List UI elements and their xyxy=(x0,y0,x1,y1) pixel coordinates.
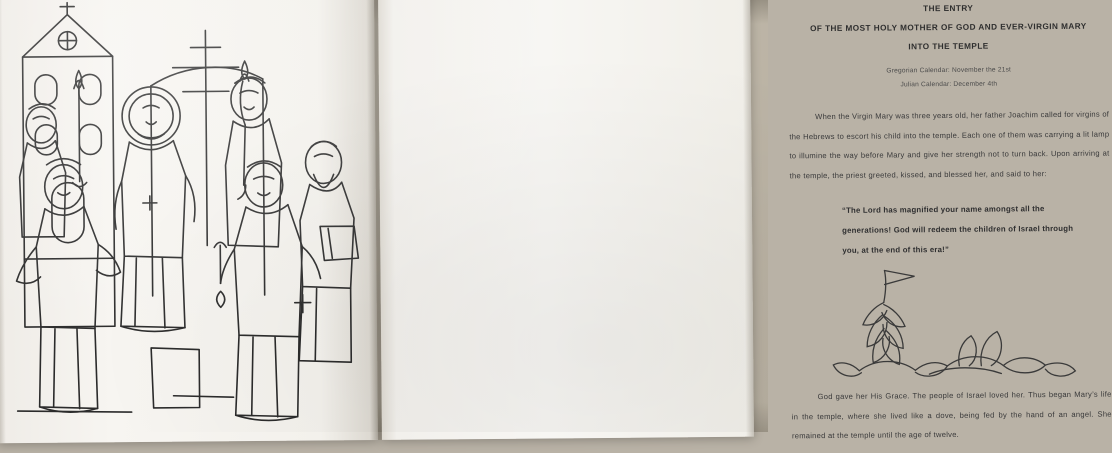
floral-flourish-ornament xyxy=(828,265,1079,387)
title-line-2: OF THE MOST HOLY MOTHER OF GOD AND EVER-VIRGIN MARY xyxy=(810,21,1087,34)
text-column xyxy=(788,0,1112,446)
title-line-1: THE ENTRY xyxy=(923,3,974,14)
julian-calendar-line: Julian Calendar: December 4th xyxy=(900,80,998,89)
floor-steps xyxy=(17,347,234,413)
book-page-right xyxy=(378,0,1112,441)
gregorian-calendar-line: Gregorian Calendar: November the 21st xyxy=(886,66,1012,75)
paragraph-one: When the Virgin Mary was three years old, her father Joachim called for virgins of the Hebrews to escort his child into the temple. Each one of them was carrying a lit lamp to illumine the way before Mary and give her strength not to turn back. Upon arriving at the temple, the priest greeted, kissed, and blessed her, and said to her: xyxy=(789,109,1110,180)
scripture-quote: “The Lord has magnified your name amongst all the generations! God will redeem the children of Israel through you, at the end of this era!” xyxy=(841,204,1074,255)
illustration-line-art xyxy=(0,0,376,437)
figure-virgin-mary-child xyxy=(15,158,121,412)
figure-priest xyxy=(114,87,196,332)
book-page-left xyxy=(0,0,378,443)
title-line-3: INTO THE TEMPLE xyxy=(908,41,989,52)
paragraph-two: God gave her His Grace. The people of Israel loved her. Thus began Mary’s life in the temple, where she lived like a dove, being fed by the hand of an angel. She remained at the temple until the age of twelve. xyxy=(791,389,1112,441)
figure-attendant-with-candle xyxy=(225,61,283,247)
